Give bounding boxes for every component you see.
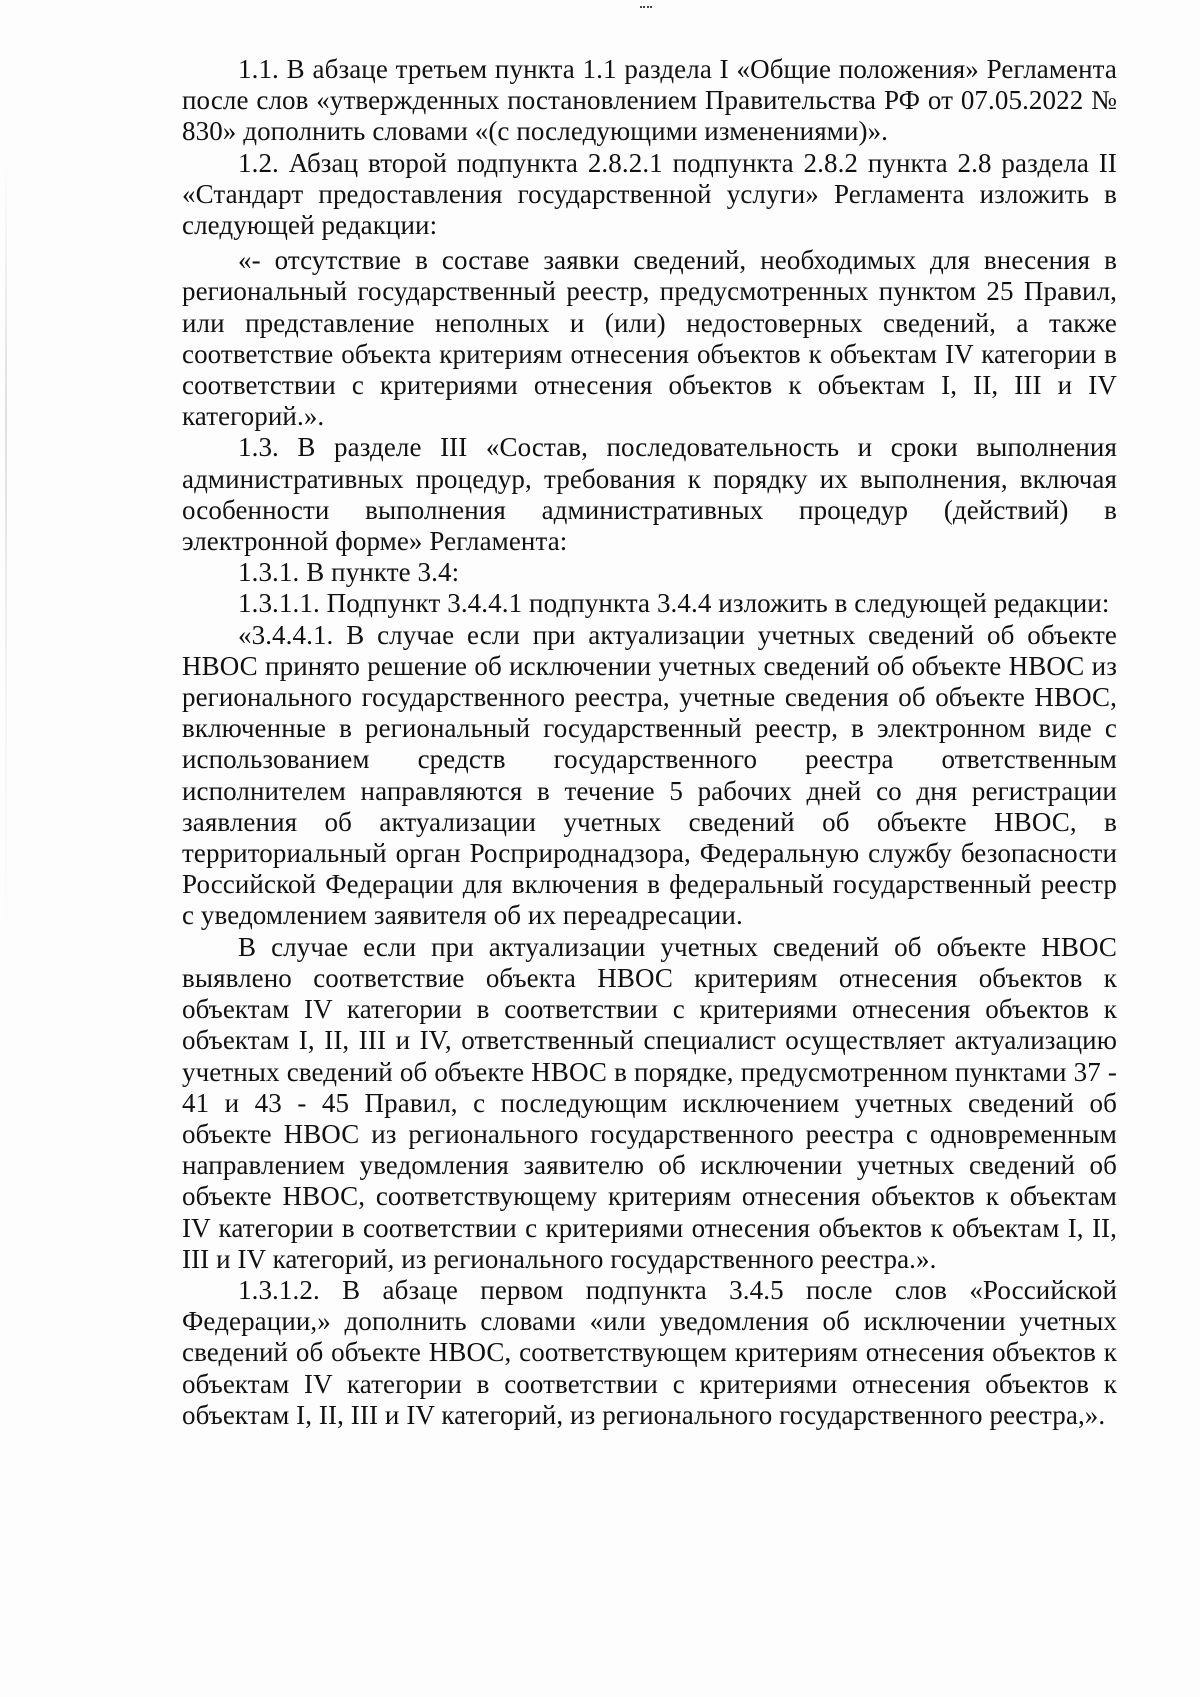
page-mark xyxy=(640,6,652,11)
paragraph-1-1: 1.1. В абзаце третьем пункта 1.1 раздела I «Общие положения» Регламента после слов «утвержденных постановлением Правительства РФ от 07.05.2022 № 830» дополнить словами «(с последующими изменениями)». xyxy=(182,54,1117,147)
paragraph-1-3: 1.3. В разделе III «Состав, последовательность и сроки выполнения административных процедур, требования к порядку их выполнения, включая особенности выполнения административных процедур (действий) в электронной форме» Регламента: xyxy=(182,432,1117,557)
paragraph-3-4-4-1-continued: В случае если при актуализации учетных сведений об объекте НВОС выявлено соответствие объекта НВОС критериям отнесения объектов к объектам IV категории в соответствии с критериями отнесения объектов к объектам I, II, III и IV, ответственный специалист осуществляет актуализацию учетных сведений об объекте НВОС в порядке, предусмотренном пунктами 37 - 41 и 43 - 45 Правил, с последующим исключением учетных сведений об объекте НВОС из регионального государственного реестра с одновременным направлением уведомления заявителю об исключении учетных сведений об объекте НВОС, соответствующему критериям отнесения объектов к объектам IV категории в соответствии с критериями отнесения объектов к объектам I, II, III и IV категорий, из регионального государственного реестра.». xyxy=(182,931,1117,1274)
paragraph-1-3-1: 1.3.1. В пункте 3.4: xyxy=(238,557,460,588)
paragraph-1-3-1-2: 1.3.1.2. В абзаце первом подпункта 3.4.5 после слов «Российской Федерации,» дополнить словами «или уведомления об исключении учетных сведений об объекте НВОС, соответствующем критериям отнесения объектов к объектам IV категории в соответствии с критериями отнесения объектов к объектам I, II, III и IV категорий, из регионального государственного реестра,». xyxy=(182,1274,1117,1430)
paragraph-3-4-4-1: «3.4.4.1. В случае если при актуализации учетных сведений об объекте НВОС принято решение об исключении учетных сведений об объекте НВОС из регионального государственного реестра, учетные сведения об объекте НВОС, включенные в региональный государственный реестр, в электронном виде с использованием средств государственного реестра ответственным исполнителем направляются в течение 5 рабочих дней со дня регистрации заявления об актуализации учетных сведений об объекте НВОС, в территориальный орган Росприроднадзора, Федеральную службу безопасности Российской Федерации для включения в федеральный государственный реестр с уведомлением заявителя об их переадресации. xyxy=(182,619,1117,931)
paragraph-1-3-1-1: 1.3.1.1. Подпункт 3.4.4.1 подпункта 3.4.4 изложить в следующей редакции: xyxy=(238,588,1110,619)
document-body xyxy=(182,54,1117,1431)
scan-edge-shadow xyxy=(5,160,7,940)
paragraph-1-2-quote: «- отсутствие в составе заявки сведений, необходимых для внесения в региональный государственный реестр, предусмотренных пунктом 25 Правил, или представление неполных и (или) недостоверных сведений, а также соответствие объекта критериям отнесения объектов к объектам IV категории в соответствии с критериями отнесения объектов к объектам I, II, III и IV категорий.». xyxy=(182,245,1117,432)
paragraph-1-2: 1.2. Абзац второй подпункта 2.8.2.1 подпункта 2.8.2 пункта 2.8 раздела II «Стандарт предоставления государственной услуги» Регламента изложить в следующей редакции: xyxy=(182,147,1117,241)
